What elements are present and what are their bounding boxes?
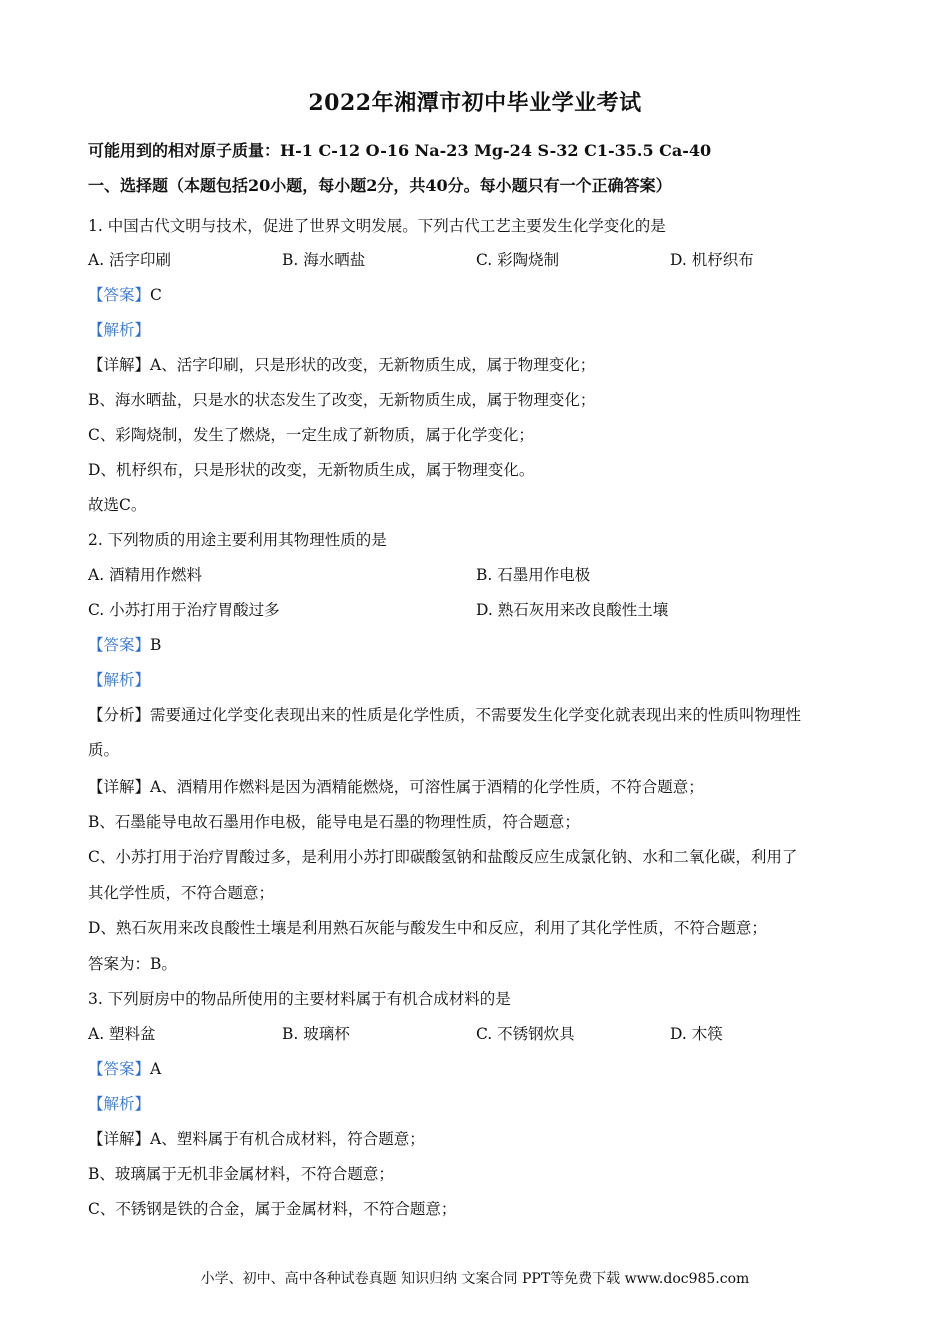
answer-value: B bbox=[150, 636, 162, 654]
detail-tag: 【详解】 bbox=[88, 778, 151, 796]
q1-detail-line bbox=[88, 354, 595, 376]
q1-option-c: C. 彩陶烧制 bbox=[476, 251, 560, 269]
q3-option-d: D. 木筷 bbox=[670, 1025, 723, 1043]
detail-text: A、活字印刷，只是形状的改变，无新物质生成，属于物理变化； bbox=[150, 356, 596, 374]
atomic-masses-line: 可能用到的相对原子质量：H-1 C-12 O-16 Na-23 Mg-24 S-32 C1-35.5 Ca-40 bbox=[88, 141, 712, 160]
question-1-stem: 1. 中国古代文明与技术，促进了世界文明发展。下列古代工艺主要发生化学变化的是 bbox=[88, 217, 666, 235]
q2-option-d: D. 熟石灰用来改良酸性土壤 bbox=[476, 601, 669, 619]
q3-detail-line bbox=[88, 1128, 425, 1150]
q2-detail-line: B、石墨能导电故石墨用作电极，能导电是石墨的物理性质，符合题意； bbox=[88, 813, 580, 831]
q3-option-a: A. 塑料盆 bbox=[88, 1025, 156, 1043]
q2-option-b: B. 石墨用作电极 bbox=[476, 566, 591, 584]
q1-option-d: D. 机杼织布 bbox=[670, 251, 754, 269]
detail-tag: 【详解】 bbox=[88, 1130, 151, 1148]
question-3-stem: 3. 下列厨房中的物品所使用的主要材料属于有机合成材料的是 bbox=[88, 990, 511, 1008]
q2-option-a: A. 酒精用作燃料 bbox=[88, 566, 203, 584]
detail-text: A、塑料属于有机合成材料，符合题意； bbox=[150, 1130, 425, 1148]
q2-detail-line: D、熟石灰用来改良酸性土壤是利用熟石灰能与酸发生中和反应，利用了其化学性质，不符合题意； bbox=[88, 919, 767, 937]
q2-detail-line: C、小苏打用于治疗胃酸过多，是利用小苏打即碳酸氢钠和盐酸反应生成氯化钠、水和二氧化碳，利用了 bbox=[88, 848, 798, 866]
section-heading: 一、选择题（本题包括20小题，每小题2分，共40分。每小题只有一个正确答案） bbox=[88, 176, 672, 195]
q1-detail-line: C、彩陶烧制，发生了燃烧，一定生成了新物质，属于化学变化； bbox=[88, 426, 534, 444]
q3-option-c: C. 不锈钢炊具 bbox=[476, 1025, 575, 1043]
q2-conclusion: 答案为：B。 bbox=[88, 955, 177, 973]
q1-option-b: B. 海水晒盐 bbox=[282, 251, 366, 269]
page-title: 2022年湘潭市初中毕业学业考试 bbox=[308, 90, 642, 116]
q3-answer bbox=[88, 1058, 161, 1080]
q2-detail-line: 其化学性质，不符合题意； bbox=[88, 884, 275, 902]
q2-detail-line bbox=[88, 776, 704, 798]
fenxi-text: 需要通过化学变化表现出来的性质是化学性质，不需要发生化学变化就表现出来的性质叫物理性 bbox=[150, 706, 802, 724]
question-2-stem: 2. 下列物质的用途主要利用其物理性质的是 bbox=[88, 531, 387, 549]
detail-tag: 【详解】 bbox=[88, 356, 151, 374]
q2-analysis-tag: 【解析】 bbox=[88, 671, 151, 689]
q1-conclusion: 故选C。 bbox=[88, 496, 147, 514]
answer-value: C bbox=[150, 286, 162, 304]
q1-detail-line: D、机杼织布，只是形状的改变，无新物质生成，属于物理变化。 bbox=[88, 461, 535, 479]
page-footer: 小学、初中、高中各种试卷真题 知识归纳 文案合同 PPT等免费下载 www.doc985.com bbox=[200, 1271, 750, 1287]
fenxi-tag: 【分析】 bbox=[88, 706, 151, 724]
q2-option-c: C. 小苏打用于治疗胃酸过多 bbox=[88, 601, 280, 619]
q2-fenxi-line bbox=[88, 704, 801, 726]
q3-option-b: B. 玻璃杯 bbox=[282, 1025, 350, 1043]
q3-detail-line: C、不锈钢是铁的合金，属于金属材料，不符合题意； bbox=[88, 1200, 457, 1218]
answer-tag: 【答案】 bbox=[88, 636, 151, 654]
q1-option-a: A. 活字印刷 bbox=[88, 251, 172, 269]
q3-analysis-tag: 【解析】 bbox=[88, 1095, 151, 1113]
detail-text: A、酒精用作燃料是因为酒精能燃烧，可溶性属于酒精的化学性质，不符合题意； bbox=[150, 778, 704, 796]
answer-tag: 【答案】 bbox=[88, 286, 151, 304]
q1-answer bbox=[88, 284, 162, 306]
q1-analysis-tag: 【解析】 bbox=[88, 321, 151, 339]
answer-value: A bbox=[150, 1060, 162, 1078]
answer-tag: 【答案】 bbox=[88, 1060, 151, 1078]
q1-detail-line: B、海水晒盐，只是水的状态发生了改变，无新物质生成，属于物理变化； bbox=[88, 391, 596, 409]
q2-fenxi-line: 质。 bbox=[88, 741, 120, 759]
q3-detail-line: B、玻璃属于无机非金属材料，不符合题意； bbox=[88, 1165, 394, 1183]
q2-answer bbox=[88, 634, 161, 656]
